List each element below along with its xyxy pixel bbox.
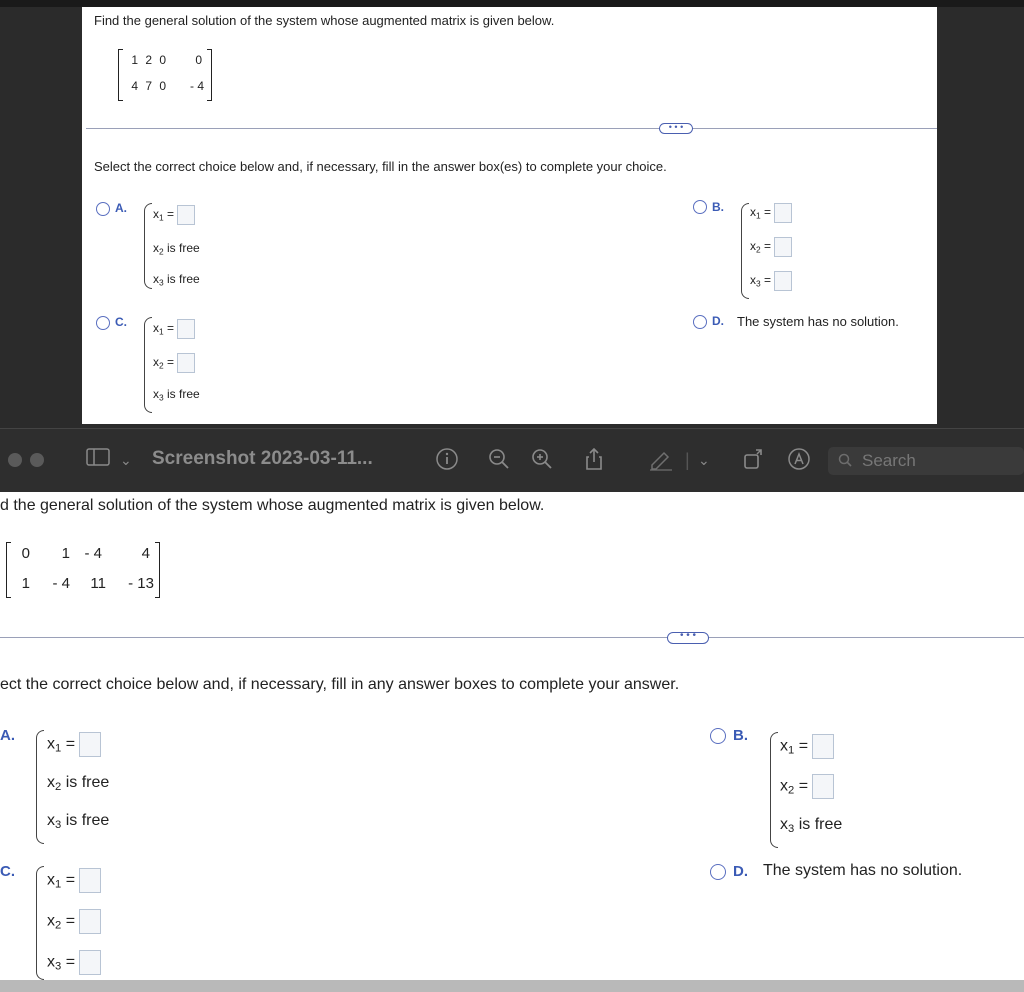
system-brace (741, 203, 749, 299)
x1-equation: $x_1$ = (47, 732, 101, 757)
matrix-cell: 0 (21, 545, 30, 562)
document-title[interactable]: Screenshot 2023-03-11... (152, 448, 373, 469)
x2-answer-box[interactable] (177, 353, 195, 373)
choice-a-letter: A. (115, 201, 127, 215)
info-button[interactable] (435, 447, 459, 478)
x1-equation: $x_1$ = (47, 868, 101, 893)
choice-a[interactable] (0, 726, 200, 846)
x1-answer-box[interactable] (177, 205, 195, 225)
matrix-cell: - 4 (52, 575, 70, 592)
x3-free-line: $x_3$ is free (153, 387, 200, 403)
zoom-out-icon (487, 447, 511, 471)
x1-equation: $x_1$ = (153, 205, 195, 225)
system-brace (770, 732, 778, 848)
x2-equation: $x_2$ = (750, 237, 792, 257)
x1-equation: $x_1$ = (780, 734, 834, 759)
no-solution-text: The system has no solution. (737, 314, 899, 329)
rotate-button[interactable] (742, 447, 766, 478)
x1-answer-box[interactable] (79, 732, 101, 757)
markup-icon (787, 447, 811, 471)
chevron-down-icon[interactable]: ⌄ (698, 452, 710, 468)
matrix-cell: 2 (145, 53, 152, 67)
matrix-cell: 1 (131, 53, 138, 67)
x2-equation: $x_2$ = (47, 909, 101, 934)
x1-answer-box[interactable] (79, 868, 101, 893)
choice-b-letter: B. (733, 727, 748, 744)
bottom-question-panel (0, 492, 1024, 980)
matrix-cell: 7 (145, 79, 152, 93)
matrix-left-bracket (6, 542, 11, 598)
x3-equation: $x_3$ = (47, 950, 101, 975)
choice-d-radio[interactable] (710, 864, 726, 880)
x1-answer-box[interactable] (177, 319, 195, 339)
matrix-cell: 1 (61, 545, 70, 562)
choice-a[interactable] (94, 199, 294, 288)
matrix-right-bracket (207, 49, 212, 101)
x1-answer-box[interactable] (812, 734, 834, 759)
share-button[interactable] (582, 447, 606, 478)
choice-d[interactable] (708, 862, 998, 886)
zoom-out-button[interactable] (487, 447, 511, 478)
x2-equation: $x_2$ = (780, 774, 834, 799)
matrix-cell: - 13 (128, 575, 154, 592)
search-input[interactable] (828, 447, 1024, 475)
x3-free-line: $x_3$ is free (47, 812, 110, 831)
x2-free-line: $x_2$ is free (47, 774, 110, 793)
window-minimize-button[interactable] (30, 453, 44, 467)
augmented-matrix (6, 540, 160, 600)
search-icon (838, 453, 856, 469)
no-solution-text: The system has no solution. (763, 862, 963, 879)
choice-d[interactable] (690, 313, 935, 335)
top-frame-bar (0, 0, 1024, 7)
system-brace (36, 730, 44, 844)
zoom-in-button[interactable] (530, 447, 554, 478)
x2-answer-box[interactable] (79, 909, 101, 934)
choice-a-radio[interactable] (96, 202, 110, 216)
chevron-down-icon[interactable]: ⌄ (120, 452, 132, 468)
system-brace (144, 203, 152, 289)
choice-d-radio[interactable] (693, 315, 707, 329)
x3-free-line: $x_3$ is free (780, 816, 843, 835)
matrix-cell: 0 (195, 53, 202, 67)
sidebar-toggle-button[interactable] (86, 447, 110, 474)
window-close-button[interactable] (8, 453, 22, 467)
matrix-cell: 0 (159, 79, 166, 93)
matrix-cell: 1 (21, 575, 30, 592)
matrix-cell: 0 (159, 53, 166, 67)
system-brace (36, 866, 44, 980)
top-screenshot-frame (0, 0, 1024, 428)
x1-equation: $x_1$ = (153, 319, 195, 339)
toolbar-separator: | (685, 450, 690, 470)
section-divider (86, 128, 937, 129)
instruction-text: Select the correct choice below and, if necessary, fill in the answer box(es) to complete your choice. (94, 159, 667, 174)
choice-b-radio[interactable] (693, 200, 707, 214)
x1-answer-box[interactable] (774, 203, 792, 223)
choice-c-letter: C. (115, 315, 127, 329)
matrix-cell: 4 (141, 545, 150, 562)
preview-toolbar (0, 428, 1024, 492)
matrix-cell: - 4 (189, 79, 204, 93)
sidebar-icon (86, 447, 110, 467)
choice-d-letter: D. (733, 863, 748, 880)
choice-b[interactable] (690, 199, 890, 299)
x2-answer-box[interactable] (812, 774, 834, 799)
choice-a-letter: A. (0, 727, 15, 744)
matrix-cell: - 4 (84, 545, 102, 562)
question-text: Find the general solution of the system whose augmented matrix is given below. (94, 13, 555, 28)
x2-equation: $x_2$ = (153, 353, 195, 373)
x3-answer-box[interactable] (774, 271, 792, 291)
choice-d-letter: D. (712, 314, 724, 328)
choice-b[interactable] (708, 726, 908, 851)
matrix-cell: 11 (90, 575, 106, 592)
annotate-button[interactable] (787, 447, 811, 478)
choice-c[interactable] (0, 862, 200, 980)
choice-b-letter: B. (712, 200, 724, 214)
question-text: d the general solution of the system whose augmented matrix is given below. (0, 497, 545, 514)
search-placeholder: Search (862, 451, 916, 470)
instruction-text: ect the correct choice below and, if necessary, fill in any answer boxes to complete your answer. (0, 676, 680, 693)
share-icon (582, 447, 606, 471)
matrix-left-bracket (118, 49, 123, 101)
markup-button[interactable] (648, 447, 674, 478)
matrix-right-bracket (155, 542, 160, 598)
pen-icon (648, 447, 674, 471)
expand-more-button[interactable]: • • • (667, 632, 709, 644)
section-divider (0, 637, 1024, 638)
window-bottom-edge (0, 980, 1024, 992)
choice-b-radio[interactable] (710, 728, 726, 744)
rotate-icon (742, 447, 766, 471)
choice-c-radio[interactable] (96, 316, 110, 330)
x2-free-line: $x_2$ is free (153, 241, 200, 257)
info-icon (435, 447, 459, 471)
choice-c[interactable] (94, 313, 294, 413)
x3-answer-box[interactable] (79, 950, 101, 975)
augmented-matrix (118, 47, 212, 103)
system-brace (144, 317, 152, 413)
top-question-card (82, 7, 937, 424)
x1-equation: $x_1$ = (750, 203, 792, 223)
zoom-in-icon (530, 447, 554, 471)
choice-c-letter: C. (0, 863, 15, 880)
expand-more-button[interactable]: • • • (659, 123, 693, 134)
matrix-cell: 4 (131, 79, 138, 93)
x2-answer-box[interactable] (774, 237, 792, 257)
x3-free-line: $x_3$ is free (153, 272, 200, 288)
x3-equation: $x_3$ = (750, 271, 792, 291)
